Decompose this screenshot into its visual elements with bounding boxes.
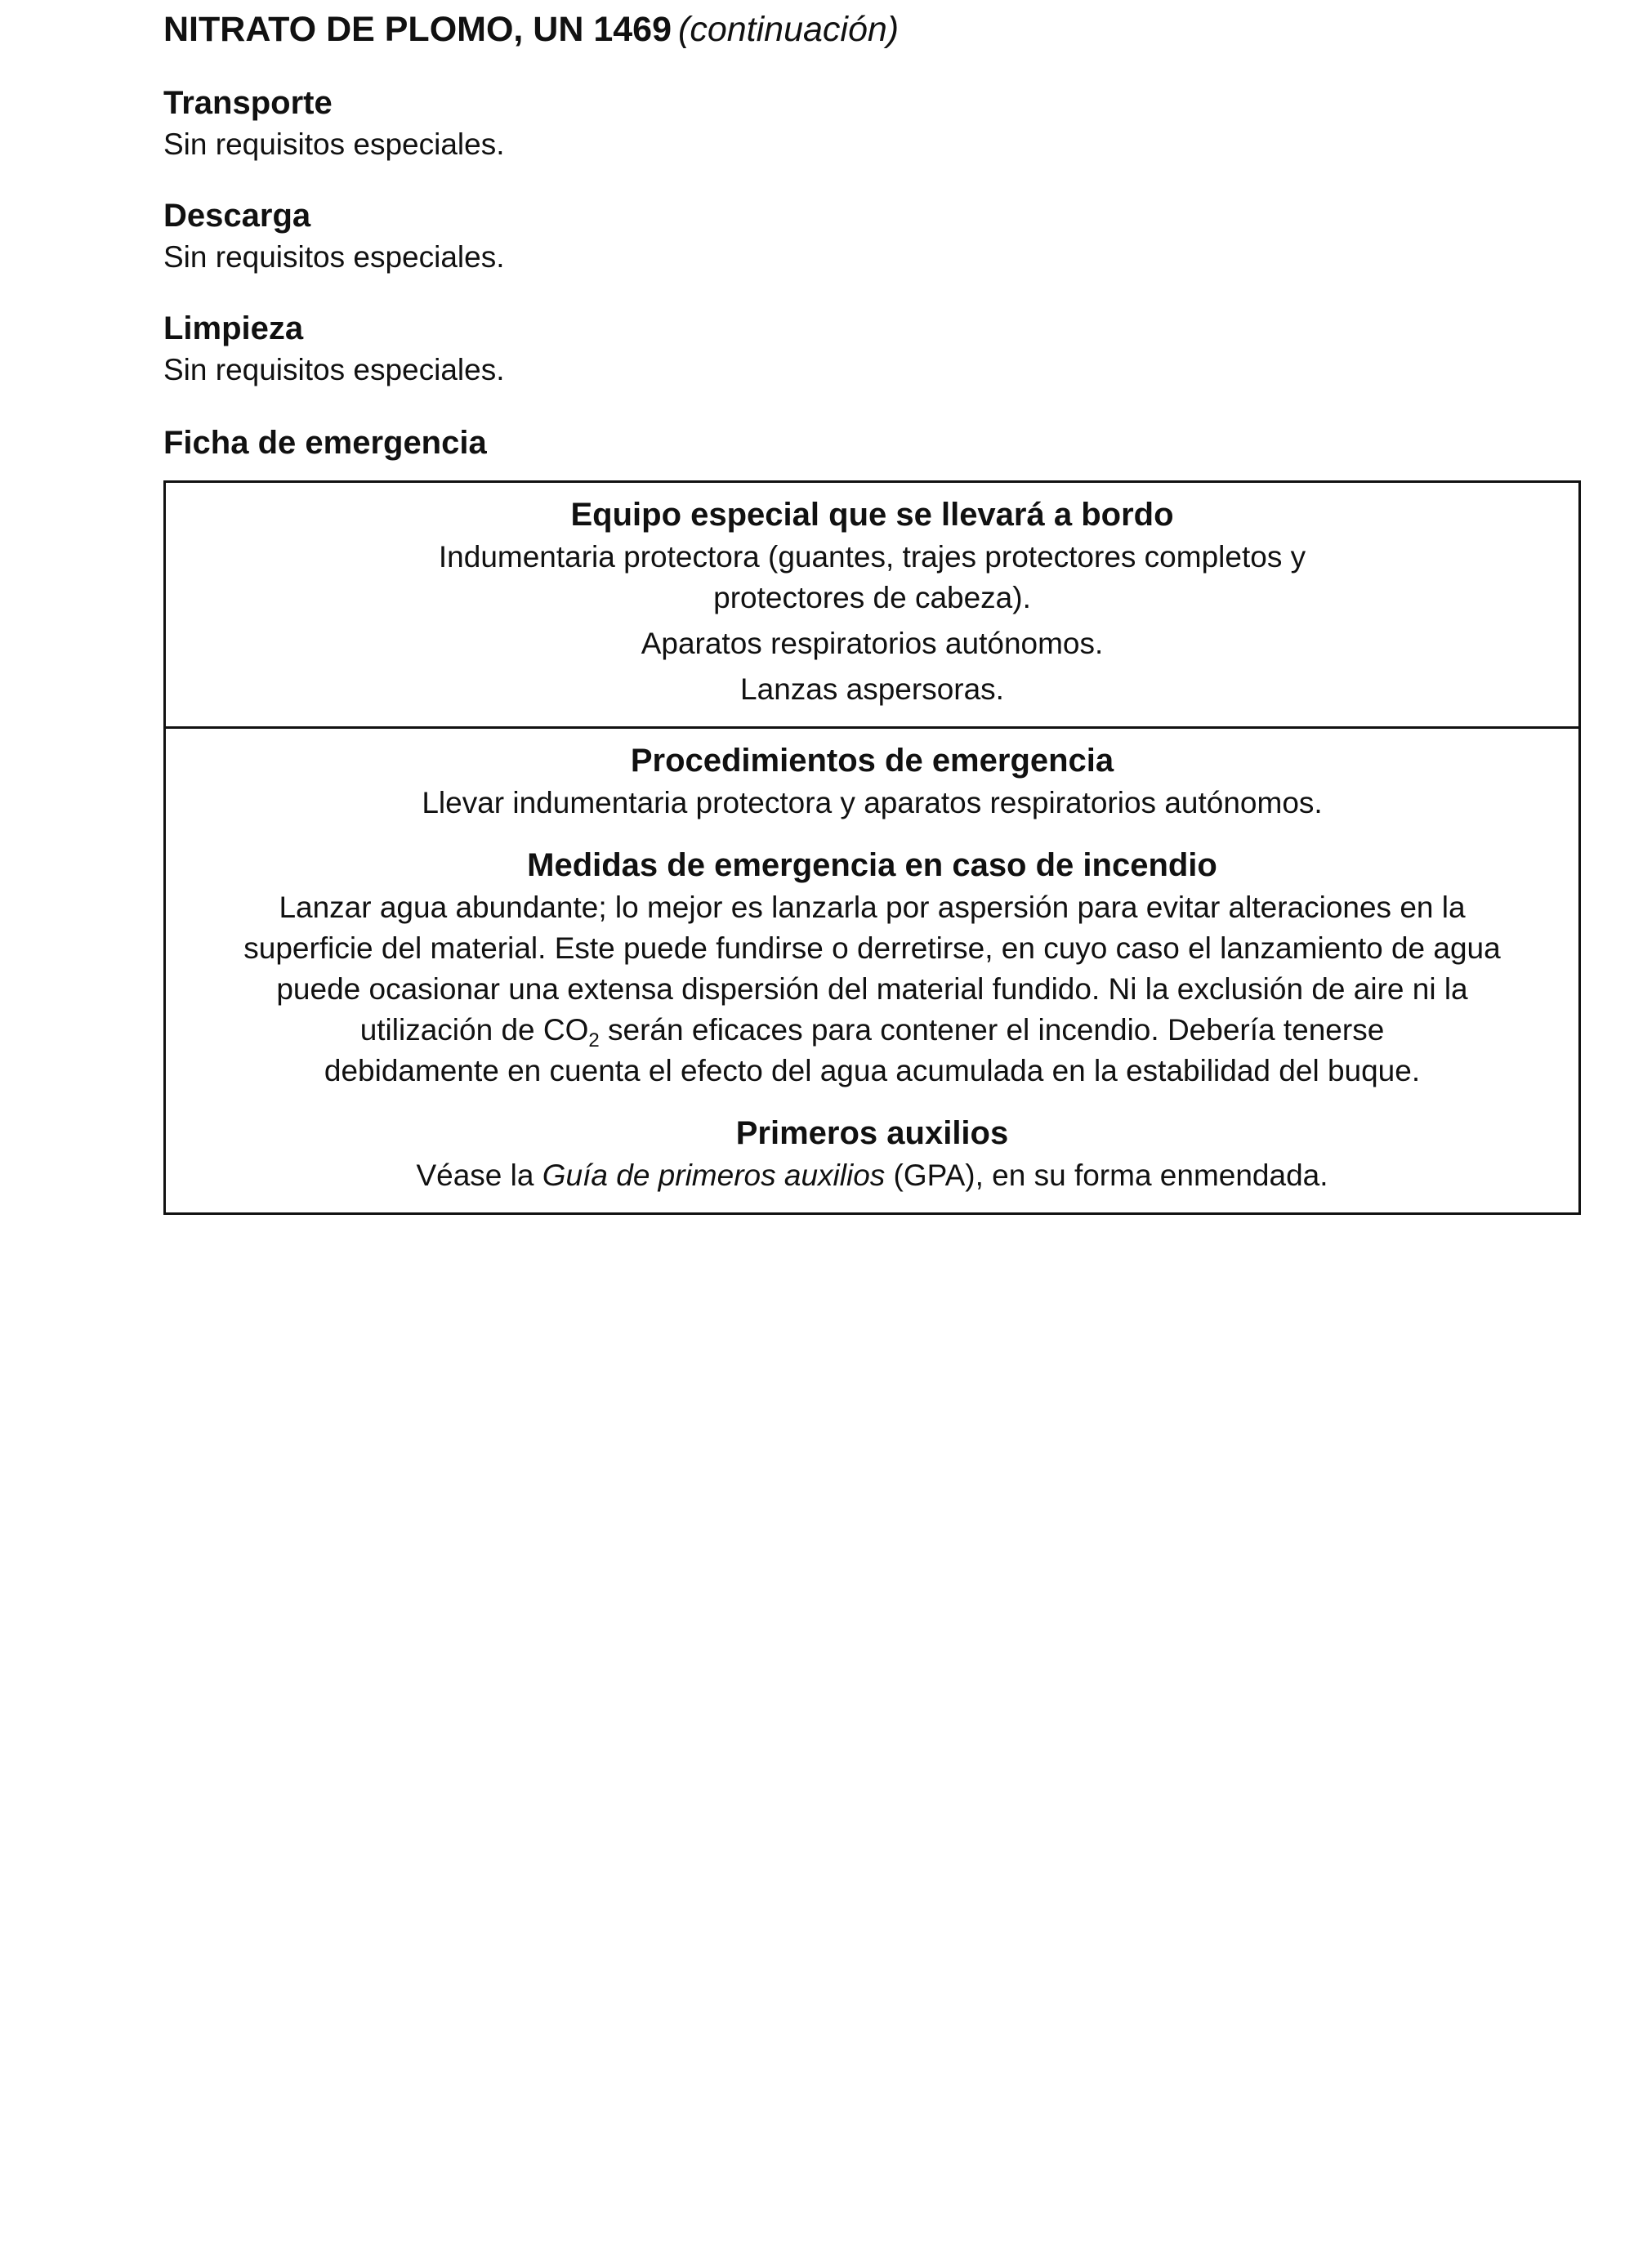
emergency-sheet-box — [163, 480, 1581, 1215]
title-text: NITRATO DE PLOMO, UN 1469 — [163, 10, 672, 49]
equipment-line: protectores de cabeza). — [713, 581, 1031, 614]
section-descarga — [163, 194, 1581, 278]
co2-subscript: 2 — [588, 1029, 600, 1051]
first-aid-suffix: (GPA), en su forma enmendada. — [885, 1159, 1328, 1192]
equipment-line: Lanzas aspersoras. — [740, 672, 1004, 706]
fire-measures-text — [199, 887, 1546, 1092]
co2-suffix: serán eficaces para contener el incendio. Debería tenerse — [599, 1013, 1385, 1047]
fire-measures-block — [199, 843, 1546, 1092]
equipment-block — [166, 483, 1578, 726]
ficha-heading: Ficha de emergencia — [163, 425, 487, 461]
co2-prefix: utilización de CO — [359, 1013, 589, 1047]
section-text: Sin requisitos especiales. — [163, 240, 505, 274]
fire-measures-line: debidamente en cuenta el efecto del agua acumulada en la estabilidad del buque. — [324, 1054, 1421, 1087]
section-text: Sin requisitos especiales. — [163, 127, 505, 161]
first-aid-text — [199, 1155, 1546, 1196]
section-heading: Limpieza — [163, 310, 304, 346]
section-transporte — [163, 82, 1581, 165]
procedures-title: Procedimientos de emergencia — [630, 743, 1114, 779]
equipment-title: Equipo especial que se llevará a bordo — [570, 497, 1174, 533]
first-aid-block — [199, 1111, 1546, 1196]
fire-measures-line — [199, 1010, 1546, 1051]
fire-measures-title: Medidas de emergencia en caso de incendio — [527, 847, 1217, 883]
first-aid-prefix: Véase la — [416, 1159, 542, 1192]
procedures-text: Llevar indumentaria protectora y aparatos respiratorios autónomos. — [422, 786, 1323, 819]
procedures-block — [166, 726, 1578, 1212]
document-title — [163, 0, 1581, 52]
equipment-line: Indumentaria protectora (guantes, trajes protectores completos y — [438, 540, 1306, 574]
section-limpieza — [163, 307, 1581, 391]
document-page — [163, 0, 1581, 1215]
fire-measures-line: superficie del material. Este puede fundirse o derretirse, en cuyo caso el lanzamiento de agua — [243, 931, 1501, 965]
first-aid-guide-title: Guía de primeros auxilios — [542, 1159, 886, 1192]
section-text: Sin requisitos especiales. — [163, 353, 505, 386]
fire-measures-line: Lanzar agua abundante; lo mejor es lanzarla por aspersión para evitar alteraciones en la — [279, 891, 1466, 924]
section-heading: Transporte — [163, 85, 333, 121]
fire-measures-line: puede ocasionar una extensa dispersión del material fundido. Ni la exclusión de aire ni la — [276, 972, 1468, 1006]
first-aid-title: Primeros auxilios — [735, 1115, 1009, 1151]
title-continuation: (continuación) — [678, 10, 900, 49]
section-heading: Descarga — [163, 198, 311, 234]
equipment-line: Aparatos respiratorios autónomos. — [641, 627, 1104, 660]
